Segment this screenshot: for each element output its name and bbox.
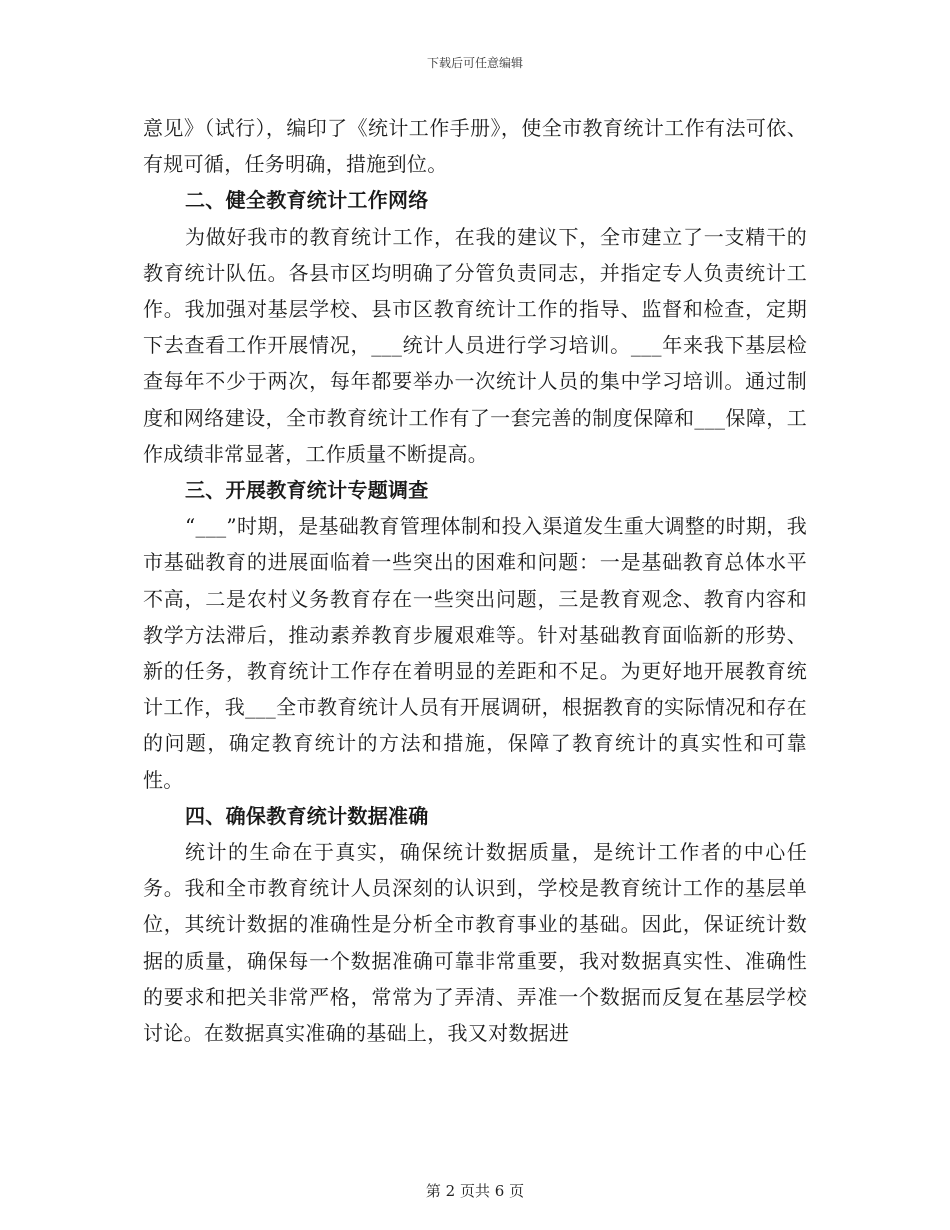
page-header: 下载后可任意编辑 bbox=[426, 56, 523, 70]
paragraph-network: 为做好我市的教育统计工作，在我的建议下，全市建立了一支精干的教育统计队伍。各县市区均明确了分管负责同志，并指定专人负责统计工作。我加强对基层学校、县市区教育统计工作的指导、监督和检查，定期下去查看工作开展情况，___统计人员进行学习培训。___年来我下基层检查每年不少于两次，每年都要举办一次统计人员的集中学习培训。通过制度和网络建设，全市教育统计工作有了一套完善的制度保障和___保障，工作成绩非常显著，工作质量不断提高。 bbox=[143, 224, 807, 466]
section-heading-4: 四、确保教育统计数据准确 bbox=[185, 803, 429, 828]
paragraph-survey: “___”时期，是基础教育管理体制和投入渠道发生重大调整的时期，我市基础教育的进展面临着一些突出的困难和问题：一是基础教育总体水平不高，二是农村义务教育存在一些突出问题，三是教育观念、教育内容和教学方法滞后，推动素养教育步履艰难等。针对基础教育面临新的形势、新的任务，教育统计工作存在着明显的差距和不足。为更好地开展教育统计工作，我___全市教育统计人员有开展调研，根据教育的实际情况和存在的问题，确定教育统计的方法和措施，保障了教育统计的真实性和可靠性。 bbox=[143, 514, 807, 792]
paragraph-accuracy: 统计的生命在于真实，确保统计数据质量，是统计工作者的中心任务。我和全市教育统计人员深刻的认识到，学校是教育统计工作的基层单位，其统计数据的准确性是分析全市教育事业的基础。因此，保证统计数据的质量，确保每一个数据准确可靠非常重要，我对数据真实性、准确性的要求和把关非常严格，常常为了弄清、弄准一个数据而反复在基层学校讨论。在数据真实准确的基础上，我又对数据进 bbox=[143, 840, 807, 1046]
page-footer: 第 2 页共 6 页 bbox=[425, 1182, 525, 1200]
paragraph-continuation: 意见》（试行），编印了《统计工作手册》，使全市教育统计工作有法可依、有规可循，任务明确，措施到位。 bbox=[143, 116, 807, 177]
document-body bbox=[143, 110, 807, 1051]
section-heading-3: 三、开展教育统计专题调查 bbox=[185, 478, 429, 503]
section-heading-2: 二、健全教育统计工作网络 bbox=[185, 188, 429, 213]
